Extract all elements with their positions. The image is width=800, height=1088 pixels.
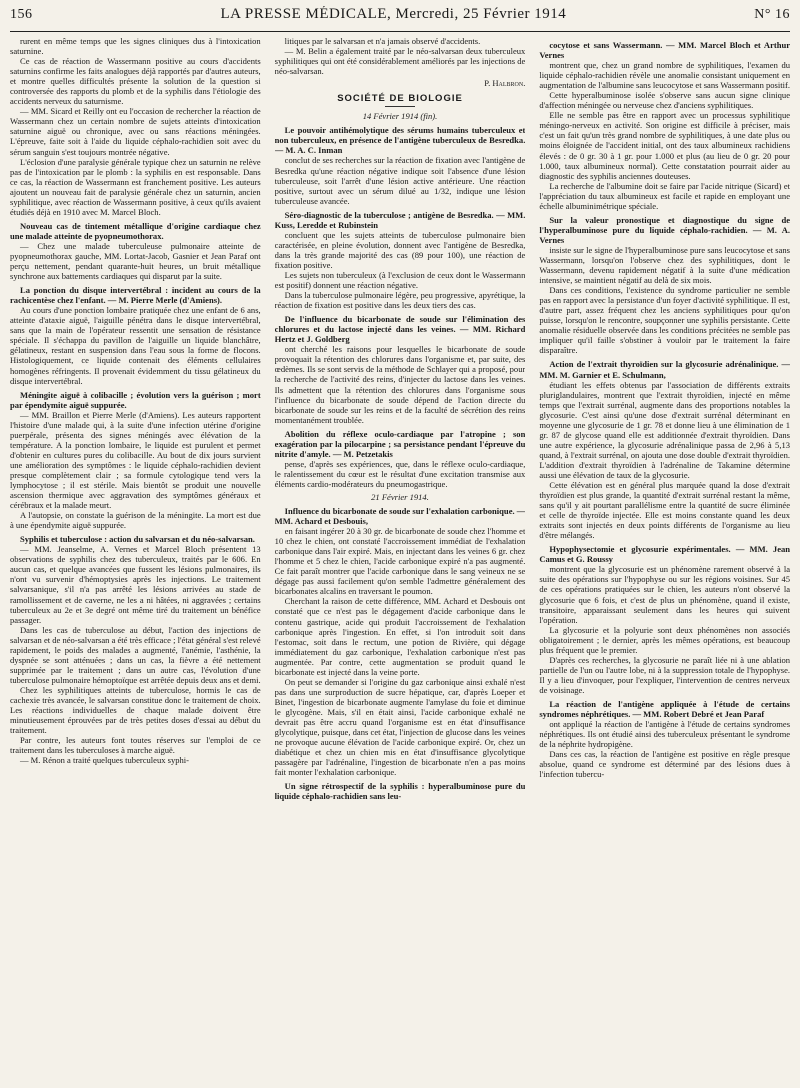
- paragraph: Chez les syphilitiques atteints de tuberculose, hormis le cas de cachexie très avancée, le salvarsan constitue donc le traitement de choix. Les réactions individuelles de chaque malade doivent être minutieusement éprouvées par de très petites doses d'essai au début du traitement.: [10, 684, 261, 736]
- paragraph: litiques par le salvarsan et n'a jamais observé d'accidents.: [284, 36, 481, 46]
- paragraph: Cette élévation est en général plus marquée quand la dose d'extrait thyroïdien est plus grande, la quantité d'extrait surrénal restant la même, sans qu'il y ait pourtant parallélisme entre la quantité de sucre éliminée et celle de thyroïde injectée. Elle est moins constante quand les deux extraits sont injectés en deux points différents de l'organisme au lieu d'être mélangés.: [539, 480, 790, 541]
- article-heading: cocytose et sans Wassermann. — MM. Marcel Bloch et Arthur Vernes: [539, 40, 790, 61]
- paragraph: insiste sur le signe de l'hyperalbuminose pure sans leucocytose et sans Wassermann, lorsqu'on l'observe chez des syphilitiques, dont le Wassermann, devenu rapidement négatif à la suite d'une médication intensive, se maintient négatif au delà de six mois.: [539, 244, 790, 286]
- issue-number: N° 16: [754, 7, 790, 22]
- column-middle: [275, 36, 526, 1066]
- paragraph: Elle ne semble pas être en rapport avec un processus syphilitique méningo-nerveux en activité. Son origine est difficile à préciser, mais c'est un fait qu'un très grand nombre de syphilitiques, à une date plus ou moins éloignée de l'accident initial, ont des taux albumineux rachidiens élevés : de 0 gr. 30 à 1 gr. pour 1.000 et plus (au lieu de 0 gr. 20 pour 1.000, taux albumineux normal). Cette constatation pourrait aider au diagnostic des syphilis anciennes douteuses.: [539, 110, 790, 181]
- section-title: SOCIÉTÉ DE BIOLOGIE: [337, 93, 463, 105]
- section-rule: [385, 106, 415, 107]
- article-heading: Abolition du réflexe oculo-cardiaque par l'atropine ; son exagération par la pilocarpine ; sa persistance pendant l'épreuve du nitrite d'amyle. — M. Petzetakis: [274, 428, 526, 459]
- article-heading: Le pouvoir antihémolytique des sérums humains tuberculeux et non tuberculeux, en présence de l'antigène tuberculeux de Besredka. — M. A. C. Inman: [274, 125, 526, 156]
- paragraph: Cette hyperalbuminose isolée s'observe sans aucun signe clinique d'affection méningée ou nerveuse chez d'anciens syphilitiques.: [539, 90, 790, 111]
- paragraph: ont appliqué la réaction de l'antigène à l'étude de certains syndromes néphrétiques. Ils ont étudié ainsi des tuberculeux présentant le syndrome de la néphrite hydropigène.: [539, 719, 790, 750]
- newspaper-page: [10, 6, 790, 1074]
- paragraph: — MM. Sicard et Reilly ont eu l'occasion de rechercher la réaction de Wassermann chez un certain nombre de sujets atteints d'intoxication saturnine aiguë ou chronique, avec ou sans réactions méningées. L'épreuve, faite soit à l'aide du liquide céphalo-rachidien soit avec du sérum sanguin s'est toujours montrée négative.: [10, 106, 261, 157]
- paragraph: Par contre, les auteurs font toutes réserves sur l'emploi de ce traitement dans les tuberculoses à marche aiguë.: [10, 735, 261, 756]
- paragraph: — M. Belin a également traité par le néo-salvarsan deux tuberculeux syphilitiques qui ont été considérablement améliorés par les injections de néo-salvarsan.: [274, 46, 526, 77]
- paragraph: concluent que les sujets atteints de tuberculose pulmonaire bien caractérisée, en pleine évolution, donnent avec l'antigène de Besredka, dans la très grande majorité des cas (89 pour 100), une réaction de fixation positive.: [274, 229, 526, 270]
- paragraph: Les sujets non tuberculeux (à l'exclusion de ceux dont le Wassermann est positif) donnent une réaction négative.: [274, 269, 526, 291]
- article-heading: Séro-diagnostic de la tuberculose ; antigène de Besredka. — MM. Kuss, Leredde et Rubinstein: [274, 209, 526, 230]
- paragraph: A l'autopsie, on constate la guérison de la méningite. La mort est due à une épendymite aiguë suppurée.: [10, 510, 261, 531]
- paragraph: rurent en même temps que les signes cliniques dus à l'intoxication saturnine.: [10, 36, 261, 57]
- paragraph: Ce cas de réaction de Wassermann positive au cours d'accidents saturnins confirme les faits analogues déjà rapportés par d'autres auteurs, et montre quelles difficultés présente la solution de la question si controversée des rapports du plomb et de la syphilis dans l'étiologie des accidents nerveux du saturnisme.: [10, 56, 261, 107]
- column-left: [10, 36, 261, 1066]
- columns: [10, 36, 790, 1066]
- date-line: 21 Février 1914.: [371, 491, 429, 502]
- article-heading: Action de l'extrait thyroïdien sur la glycosurie adrénalinique. — MM. M. Garnier et E. Schulmann,: [539, 359, 790, 380]
- article-heading: De l'influence du bicarbonate de soude sur l'élimination des chlorures et du lactose injecté dans les veines. — MM. Richard Hertz et J. Goldberg: [274, 314, 526, 345]
- page-header: [10, 6, 790, 30]
- article-heading: Un signe rétrospectif de la syphilis : hyperalbuminose pure du liquide céphalo-rachidien sans leu-: [274, 781, 526, 802]
- article-heading: Influence du bicarbonate de soude sur l'exhalation carbonique. — MM. Achard et Desbouis,: [274, 506, 526, 527]
- article-heading: La ponction du disque intervertébral : incident au cours de la rachicentèse chez l'enfant. — M. Pierre Merle (d'Amiens).: [10, 285, 261, 306]
- paragraph: Au cours d'une ponction lombaire pratiquée chez une enfant de 6 ans, atteinte d'ataxie aiguë, l'aiguille pénétra dans le disque intervertébral, sans que la main de l'opérateur ressentit une sensation de résistance spéciale. Il s'échappa du pavillon de l'aiguille un liquide blanchâtre, gélatineux, restant en suspension dans l'eau sous la forme de flocons. Histologiquement, ce liquide contenait des éléments cellulaires homogènes réfringents. Il provenait évidemment du tissu gélatineux du disque intervertébral.: [10, 305, 261, 386]
- page-number: 156: [10, 7, 33, 22]
- paragraph: L'éclosion d'une paralysie générale typique chez un saturnin ne relève pas de l'intoxication par le plomb : la syphilis en est responsable. Dans ce cas, la réaction de Wassermann est franchement positive. Les auteurs ajoutent un nouveau fait de paralysie générale chez un saturnin, ancien syphilitique, avec réaction de Wassermann positive, à ceux qu'ils avaient étudiés déjà en 1910 avec M. Marcel Bloch.: [10, 156, 261, 217]
- column-right: [539, 36, 790, 1066]
- paragraph: Dans ces conditions, l'existence du syndrome particulier ne semble pas en rapport avec la persistance d'un foyer d'activité syphilitique. Il est, d'autre part, assez fréquent chez les anciens syphilitiques pour qu'on puisse, lorsqu'on le rencontre, soupçonner une syphilis persistante. Cette anomalie résiduelle observée dans les conditions précitées ne semble pas impliquer qu'il faille s'obstiner à vouloir par le traitement la faire disparaître.: [539, 285, 790, 356]
- paragraph: ont cherché les raisons pour lesquelles le bicarbonate de soude provoquait la rétention des chlorures dans l'organisme et, par suite, des œdèmes. Ils se sont servis de la méthode de Schlayer qui a proposé, pour la recherche de l'activité des reins, d'injecter du lactose dans les veines. Ils admettent que la rétention des chlorures dans l'organisme sous l'influence du bicarbonate de soude dépend de l'action directe du bicarbonate de soude sur les reins et de la faculté de sécrétion des reins momentanément troublée.: [274, 344, 526, 425]
- paragraph: Dans ces cas, la réaction de l'antigène est positive en règle presque absolue, quand ce syndrome est déterminé par des lésions dues à l'infection tubercu-: [539, 749, 790, 780]
- paragraph: Dans la tuberculose pulmonaire légère, peu progressive, apyrétique, la réaction de fixation est positive dans les deux tiers des cas.: [274, 290, 526, 311]
- paragraph: — Chez une malade tuberculeuse pulmonaire atteinte de pyopneumothorax gauche, MM. Lortat-Jacob, Gasnier et Jean Paraf ont perçu nettement, pendant quarante-huit heures, un bruit métallique synchrone aux battements cardiaques qui disparut par la suite.: [10, 240, 261, 282]
- paragraph: — MM. Jeanselme, A. Vernes et Marcel Bloch présentent 13 observations de syphilis chez des tuberculeux, traités par le 606. En aucun cas, et quelque avancées que fussent les lésions pulmonaires, ils n'ont vu survenir d'hémoptysies après les injections. Le traitement salvarsanique, s'il n'a pas arrêté les lésions arrivées au stade de ramollissement et de caverne, ne les a ni hâtées, ni aggravées ; certains tuberculeux au 2e et 3e degré ont même tiré du traitement un bénéfice passager.: [10, 544, 261, 625]
- paragraph: La glycosurie et la polyurie sont deux phénomènes non associés obligatoirement ; le dernier, après les mêmes opérations, est beaucoup plus fréquent que le premier.: [539, 624, 790, 655]
- paragraph: étudiant les effets obtenus par l'association de différents extraits pluriglandulaires, montrent que l'extrait thyroïdien, injecté en même temps que l'extrait surrénal, augmente dans des proportions notables la glycosurie. C'est ainsi qu'une dose d'extrait surrénal déterminant en moyenne une glycosurie de 1 gr. 78 et donne lieu à une élimination de 1 gr. 87 de glycose quand elle est additionnée d'extrait thyroïdien. Dans une autre expérience, la glycosurie adrénalinique passa de 2,96 à 5,13 quand, à l'extrait surrénal, on ajouta une dose double d'extrait thyroïdien. L'addition d'extrait thyroïdien à l'adrénaline de Takamine détermine aussi une élévation de taux de la glycosurie.: [539, 379, 790, 480]
- paragraph: Dans les cas de tuberculose au début, l'action des injections de salvarsan et de néo-salvarsan a été très efficace ; l'état général s'est relevé rapidement, le poids des malades a augmenté, l'anémie, l'asthénie, la dyspnée se sont atténuées ; dans un cas, la fièvre a été nettement supprimée par le traitement ; dans un autre cas, l'évolution d'une tuberculose pulmonaire hémoptoïque est arrêtée depuis deux ans et demi.: [10, 624, 261, 685]
- paragraph: Cherchant la raison de cette différence, MM. Achard et Desbouis ont constaté que ce n'est pas le dégagement d'acide carbonique dans le contenu gastrique, acide qui produit l'accroissement de l'exhalation carbonique après l'ingestion. En effet, si l'on introduit soit dans l'estomac, soit dans le rectum, une potion de Rivière, qui dégage immédiatement du gaz carbonique, l'exhalation carbonique n'est pas augmentée. Par contre, cette augmentation se produit quand le bicarbonate est injecté dans la veine porte.: [274, 596, 526, 677]
- paragraph: pense, d'après ses expériences, que, dans le réflexe oculo-cardiaque, le ralentissement du cœur est le résultat d'une excitation transmise aux éléments cardio-modérateurs du pneumogastrique.: [274, 458, 526, 489]
- author-signature: P. Halbron.: [484, 78, 526, 89]
- paragraph: conclut de ses recherches sur la réaction de fixation avec l'antigène de Besredka qu'une réaction négative indique soit l'absence d'une lésion tuberculeuse, soit l'arrêt d'une lésion active antérieure. Une réaction positive, surtout avec un sérum dilué au 1/32, indique une lésion tuberculeuse avancée.: [274, 155, 526, 206]
- paragraph: On peut se demander si l'origine du gaz carbonique ainsi exhalé n'est pas dans une surproduction de sucre hépatique, car, d'après Loeper et Binet, l'ingestion de bicarbonate augmente l'amylase du foie et diminue le glycogène. Mais, s'il en était ainsi, l'acide carbonique exhalé ne devrait pas être accru quand l'organisme est en état d'insuffisance glycolytique, puisque, dans cet état, l'injection de glucose dans les veines ne provoque aucune élévation de l'acide carbonique expiré. Or, chez un diabétique et chez un chien mis en état d'insuffisance glycolytique passagère par l'adrénaline, l'ingestion de bicarbonate n'en a pas moins fait monter l'exhalation carbonique.: [274, 676, 526, 778]
- date-line: 14 Février 1914 (fin).: [362, 111, 438, 122]
- article-heading: Hypophysectomie et glycosurie expérimentales. — MM. Jean Camus et G. Roussy: [539, 544, 790, 565]
- journal-title: LA PRESSE MÉDICALE, Mercredi, 25 Février 1914: [220, 6, 567, 22]
- article-heading: Sur la valeur pronostique et diagnostique du signe de l'hyperalbuminose pure du liquide céphalo-rachidien. — M. A. Vernes: [539, 214, 790, 245]
- paragraph: montrent que la glycosurie est un phénomène rarement observé à la suite des opérations sur l'hypophyse ou sur les régions voisines. Sur 45 de ces opérations pratiquées sur le chien, les auteurs n'ont observé la glycosurie que 6 fois, et c'est de plus un phénomène, quand il existe, transitoire, apparaissant seulement dans les heures qui suivent l'opération.: [539, 564, 790, 625]
- article-heading: Nouveau cas de tintement métallique d'origine cardiaque chez une malade atteinte de pyopneumothorax.: [10, 220, 261, 241]
- paragraph: montrent que, chez un grand nombre de syphilitiques, l'examen du liquide céphalo-rachidien révèle une anomalie consistant uniquement en augmentation de l'albumine sans leucocytose et sans Wassermann positif.: [539, 60, 790, 91]
- paragraph: — MM. Braillon et Pierre Merle (d'Amiens). Les auteurs rapportent l'histoire d'une malade qui, à la suite d'une infection utérine d'origine puerpérale, présenta des signes méningés avec élévation de la température. A la ponction lombaire, le liquide est purulent et permet d'obtenir en cultures pures du colibacille. Au bout de dix jours survient une amélioration des symptômes : le liquide céphalo-rachidien devient presque complètement clair ; sa formule cytologique tend vers la lymphocytose ; il est stérile. Mais bientôt se produit une nouvelle ascension thermique avec aggravation des symptômes généraux et cérébraux et la malade meurt.: [10, 409, 261, 511]
- header-rule: [10, 31, 790, 32]
- paragraph: en faisant ingérer 20 à 30 gr. de bicarbonate de soude chez l'homme et 10 chez le chien, ont constaté l'accroissement immédiat de l'exhalation carbonique dans l'air expiré. Mais, en injectant dans les veines 6 gr. chez l'homme et 5 chez le chien, l'acide carbonique expiré n'a pas augmenté. Ce fait paraît montrer que l'acide carbonique dans le sang veineux ne se dégage pas aussi facilement qu'on semble l'admettre généralement des bicarbonates alcalins en traversant le poumon.: [274, 526, 526, 597]
- article-heading: La réaction de l'antigène appliquée à l'étude de certains syndromes néphrétiques. — MM. Robert Debré et Jean Paraf: [539, 699, 790, 720]
- article-heading: Méningite aiguë à colibacille ; évolution vers la guérison ; mort par épendymite aiguë suppurée.: [10, 389, 261, 410]
- paragraph: D'après ces recherches, la glycosurie ne paraît liée ni à une ablation partielle de l'un ou l'autre lobe, ni à la suppression totale de l'hypophyse. Il y a lieu d'invoquer, pour l'expliquer, l'intervention de centres nerveux de voisinage.: [539, 654, 790, 695]
- article-heading: Syphilis et tuberculose : action du salvarsan et du néo-salvarsan.: [20, 534, 255, 545]
- paragraph: La recherche de l'albumine doit se faire par l'acide nitrique (Sicard) et l'appréciation du taux albumineux est facile et rapide en employant une échelle albuminimétrique spéciale.: [539, 180, 790, 211]
- paragraph: — M. Rénon a traité quelques tuberculeux syphi-: [20, 755, 189, 766]
